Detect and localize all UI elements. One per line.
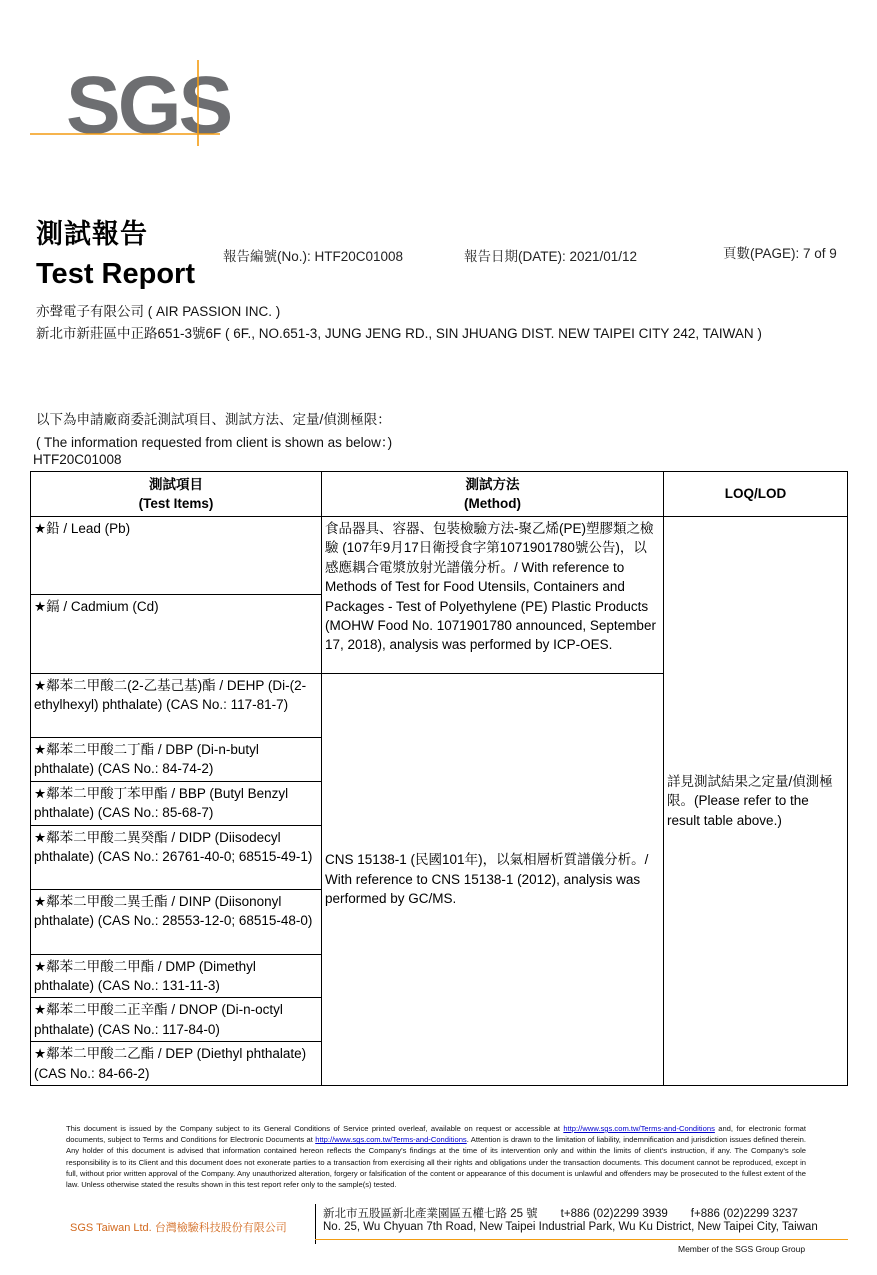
legal-disclaimer xyxy=(66,1123,806,1190)
address-zh: 新北市五股區新北產業園區五權七路 25 號 t+886 (02)2299 3939 f+886 (02)2299 3237 xyxy=(323,1208,798,1220)
report-reference: HTF20C01008 xyxy=(33,452,122,467)
test-item-dehp: ★鄰苯二甲酸二(2-乙基己基)酯 / DEHP (Di-(2-ethylhexyl) phthalate) (CAS No.: 117-81-7) xyxy=(31,674,322,738)
report-date: 報告日期(DATE): 2021/01/12 xyxy=(464,249,638,264)
method-phthalates: CNS 15138-1 (民國101年)，以氣相層析質譜儀分析。/ With reference to CNS 15138-1 (2012), analysis was performed by GC/MS. xyxy=(322,674,664,1086)
test-item-dbp: ★鄰苯二甲酸二丁酯 / DBP (Di-n-butyl phthalate) (CAS No.: 84-74-2) xyxy=(31,738,322,782)
test-item-bbp: ★鄰苯二甲酸丁苯甲酯 / BBP (Butyl Benzyl phthalate) (CAS No.: 85-68-7) xyxy=(31,781,322,825)
member-text: Member of the SGS Group Group xyxy=(678,1244,806,1254)
svg-text:SGS: SGS xyxy=(66,60,230,148)
terms-link-2[interactable]: http://www.sgs.com.tw/Terms-and-Conditions xyxy=(315,1135,467,1145)
report-title-en: Test Report xyxy=(36,258,195,290)
header-items-zh: 測試項目 xyxy=(149,476,203,492)
disclaimer-text-3: . Attention is drawn to the limitation of liability, indemnification and jurisdiction issues defined therein. Any holder of this document is advised that information contained hereon reflects the Company's findings at the time of its intervention only and within the limits of client's instruction, if any. The Company's sole responsibility is to its Client and this document does not exonerate parties to a transaction from exercising all their rights and obligations under the transaction documents. This document cannot be reproduced, except in full, without prior written approval of the Company. Any unauthorized alteration, forgery or falsification of the content or appearance of this document is unlawful and offenders may be prosecuted to the fullest extent of the law. Unless otherwise stated the results shown in this test report refer only to the sample(s) tested. xyxy=(66,1135,806,1190)
intro-line-en: ( The information requested from client is shown as below：) xyxy=(36,435,393,450)
disclaimer-text-1: This document is issued by the Company subject to its General Conditions of Service printed overleaf, available on request or accessible at xyxy=(66,1124,564,1133)
test-item-didp: ★鄰苯二甲酸二異癸酯 / DIDP (Diisodecyl phthalate) (CAS No.: 26761-40-0; 68515-49-1) xyxy=(31,825,322,889)
test-item-lead: ★鉛 / Lead (Pb) xyxy=(31,517,322,595)
test-item-cadmium: ★鎘 / Cadmium (Cd) xyxy=(31,595,322,674)
client-name: 亦聲電子有限公司 ( AIR PASSION INC. ) xyxy=(36,304,281,319)
test-item-dep: ★鄰苯二甲酸二乙酯 / DEP (Diethyl phthalate) (CAS No.: 84-66-2) xyxy=(31,1042,322,1086)
footer-accent-line xyxy=(315,1239,848,1240)
header-method xyxy=(322,472,664,517)
header-test-items xyxy=(31,472,322,517)
report-title-zh: 測試報告 xyxy=(36,219,148,249)
intro-line-zh: 以下為申請廠商委託測試項目、測試方法、定量/偵測極限： xyxy=(36,412,391,427)
table-header-row xyxy=(31,472,848,517)
test-items-table xyxy=(30,471,848,1086)
test-item-dinp: ★鄰苯二甲酸二異壬酯 / DINP (Diisononyl phthalate) (CAS No.: 28553-12-0; 68515-48-0) xyxy=(31,889,322,954)
footer-divider xyxy=(315,1204,316,1244)
sgs-logo xyxy=(30,58,230,148)
address-en: No. 25, Wu Chyuan 7th Road, New Taipei Industrial Park, Wu Ku District, New Taipei City, Taiwan xyxy=(323,1221,818,1233)
disclaimer-text-2: and, for electronic format documents, subject to Terms and Conditions for Electronic Documents at xyxy=(66,1124,806,1145)
terms-link-1[interactable]: http://www.sgs.com.tw/Terms-and-Conditions xyxy=(563,1124,715,1133)
test-item-dmp: ★鄰苯二甲酸二甲酯 / DMP (Dimethyl phthalate) (CAS No.: 131-11-3) xyxy=(31,954,322,998)
header-method-en: (Method) xyxy=(464,496,521,511)
client-address: 新北市新莊區中正路651-3號6F ( 6F., NO.651-3, JUNG JENG RD., SIN JHUANG DIST. NEW TAIPEI CITY 242, TAIWAN ) xyxy=(36,326,762,341)
report-number: 報告編號(No.): HTF20C01008 xyxy=(223,249,404,264)
loq-lod-value: 詳見測試結果之定量/偵測極限。(Please refer to the result table above.) xyxy=(664,517,848,1086)
table-row xyxy=(31,517,848,595)
page-number: 頁數(PAGE): 7 of 9 xyxy=(723,246,837,261)
test-item-dnop: ★鄰苯二甲酸二正辛酯 / DNOP (Di-n-octyl phthalate) (CAS No.: 117-84-0) xyxy=(31,998,322,1042)
method-metals: 食品器具、容器、包裝檢驗方法-聚乙烯(PE)塑膠類之檢驗 (107年9月17日衛授食字第1071901780號公告)，以感應耦合電漿放射光譜儀分析。/ With reference to Methods of Test for Food Utensils, Containers and Packages - Test of Polyethylene (PE) Plastic Products (MOHW Food No. 1071901780 announced, September 17, 2018), analysis was performed by ICP-OES. xyxy=(322,517,664,674)
header-method-zh: 測試方法 xyxy=(465,476,520,492)
header-items-en: (Test Items) xyxy=(138,496,214,511)
header-loq: LOQ/LOD xyxy=(664,472,848,517)
company-name: SGS Taiwan Ltd. 台灣檢驗科技股份有限公司 xyxy=(70,1222,287,1234)
